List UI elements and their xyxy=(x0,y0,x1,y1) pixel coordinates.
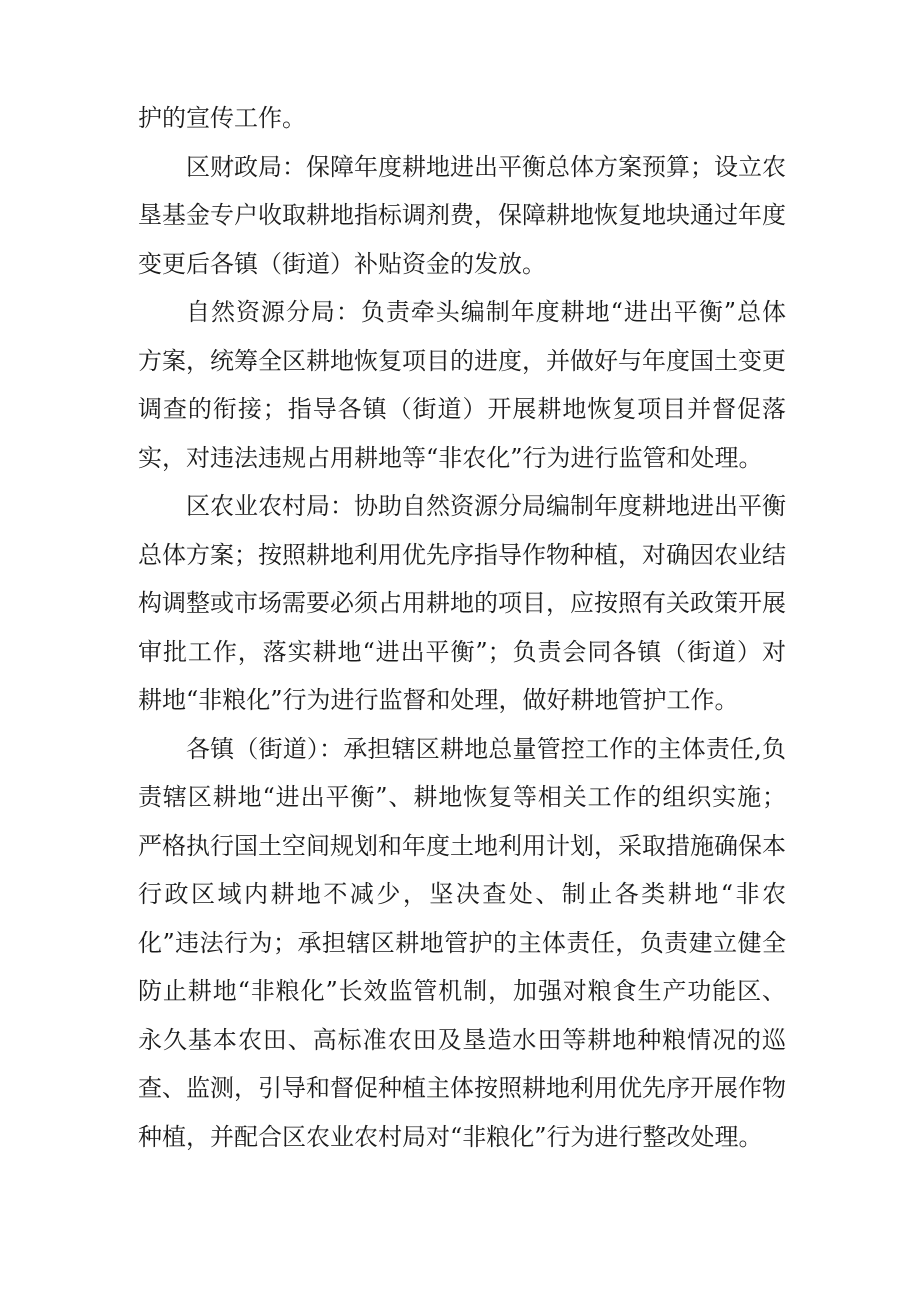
paragraph-towns-streets: 各镇（街道）：承担辖区耕地总量管控工作的主体责任,负责辖区耕地“进出平衡”、耕地恢复等相关工作的组织实施；严格执行国土空间规划和年度土地利用计划，采取措施确保本行政区域内耕地不减少，坚决查处、制止各类耕地“非农化”违法行为；承担辖区耕地管护的主体责任，负责建立健全防止耕地“非粮化”长效监管机制，加强对粮食生产功能区、永久基本农田、高标准农田及垦造水田等耕地种粮情况的巡查、监测，引导和督促种植主体按照耕地利用优先序开展作物种植，并配合区农业农村局对“非粮化”行为进行整改处理。 xyxy=(138,734,786,1151)
paragraph-intro-fragment: 护的宣传工作。 xyxy=(138,104,306,132)
document-body xyxy=(138,94,786,1161)
paragraph-agriculture-bureau: 区农业农村局：协助自然资源分局编制年度耕地进出平衡总体方案；按照耕地利用优先序指导作物种植，对确因农业结构调整或市场需要必须占用耕地的项目，应按照有关政策开展审批工作，落实耕地“进出平衡”；负责会同各镇（街道）对耕地“非粮化”行为进行监督和处理，做好耕地管护工作。 xyxy=(138,492,786,714)
paragraph-finance-bureau: 区财政局：保障年度耕地进出平衡总体方案预算；设立农垦基金专户收取耕地指标调剂费，保障耕地恢复地块通过年度变更后各镇（街道）补贴资金的发放。 xyxy=(138,152,786,278)
paragraph-natural-resources-branch: 自然资源分局：负责牵头编制年度耕地“进出平衡”总体方案，统筹全区耕地恢复项目的进度，并做好与年度国土变更调查的衔接；指导各镇（街道）开展耕地恢复项目并督促落实，对违法违规占用耕地等“非农化”行为进行监管和处理。 xyxy=(138,298,786,472)
